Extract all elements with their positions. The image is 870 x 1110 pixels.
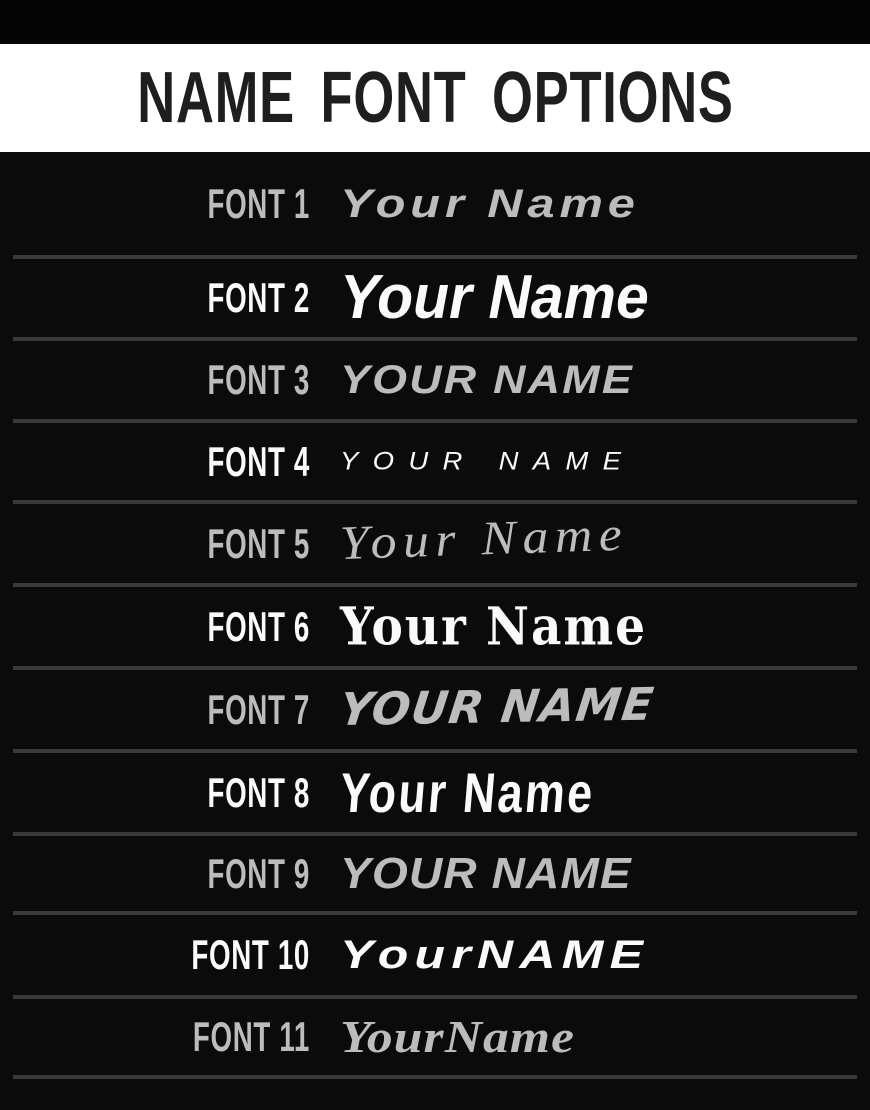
font-sample-text: Your Name: [340, 595, 648, 658]
font-option-row-7: [0, 670, 870, 749]
font-sample-text: Your Name: [340, 181, 640, 226]
font-option-row-6: [0, 587, 870, 666]
font-option-row-2: [0, 259, 870, 337]
font-sample-text: YourNAME: [340, 933, 650, 977]
font-option-row-8: [0, 753, 870, 832]
font-sample-text: YOUR NAME: [340, 447, 636, 475]
font-number-label: FONT 5: [207, 519, 310, 567]
header-band: [0, 44, 870, 152]
font-number-label: FONT 2: [207, 274, 310, 321]
font-option-row-1: [0, 152, 870, 255]
font-option-row-3: [0, 341, 870, 419]
font-sample-text: YourName: [340, 1011, 576, 1062]
font-sample-text: YOUR NAME: [340, 848, 632, 898]
font-number-label: FONT 9: [207, 849, 310, 897]
font-sample-text: Your Name: [338, 507, 630, 570]
font-option-row-11: [0, 999, 870, 1075]
font-number-label: FONT 10: [191, 931, 310, 978]
font-option-row-5: [0, 504, 870, 583]
page-title: NAME FONT OPTIONS: [136, 58, 734, 138]
font-number-label: FONT 8: [207, 768, 310, 816]
top-black-bar: [0, 0, 870, 44]
divider: [13, 1075, 857, 1079]
font-number-label: FONT 11: [192, 1013, 310, 1060]
font-sample-text: Your Name: [340, 263, 649, 332]
font-option-row-9: [0, 836, 870, 911]
font-sample-text: YOUR NAME: [336, 677, 658, 736]
font-number-label: FONT 3: [207, 356, 310, 403]
font-number-label: FONT 7: [207, 685, 310, 733]
font-number-label: FONT 6: [207, 602, 310, 650]
font-option-row-4: [0, 423, 870, 500]
font-sample-text: Your Name: [337, 760, 598, 824]
font-sample-text: YOUR NAME: [340, 358, 634, 402]
font-number-label: FONT 1: [207, 179, 310, 227]
font-option-row-10: [0, 915, 870, 995]
font-number-label: FONT 4: [207, 437, 310, 485]
